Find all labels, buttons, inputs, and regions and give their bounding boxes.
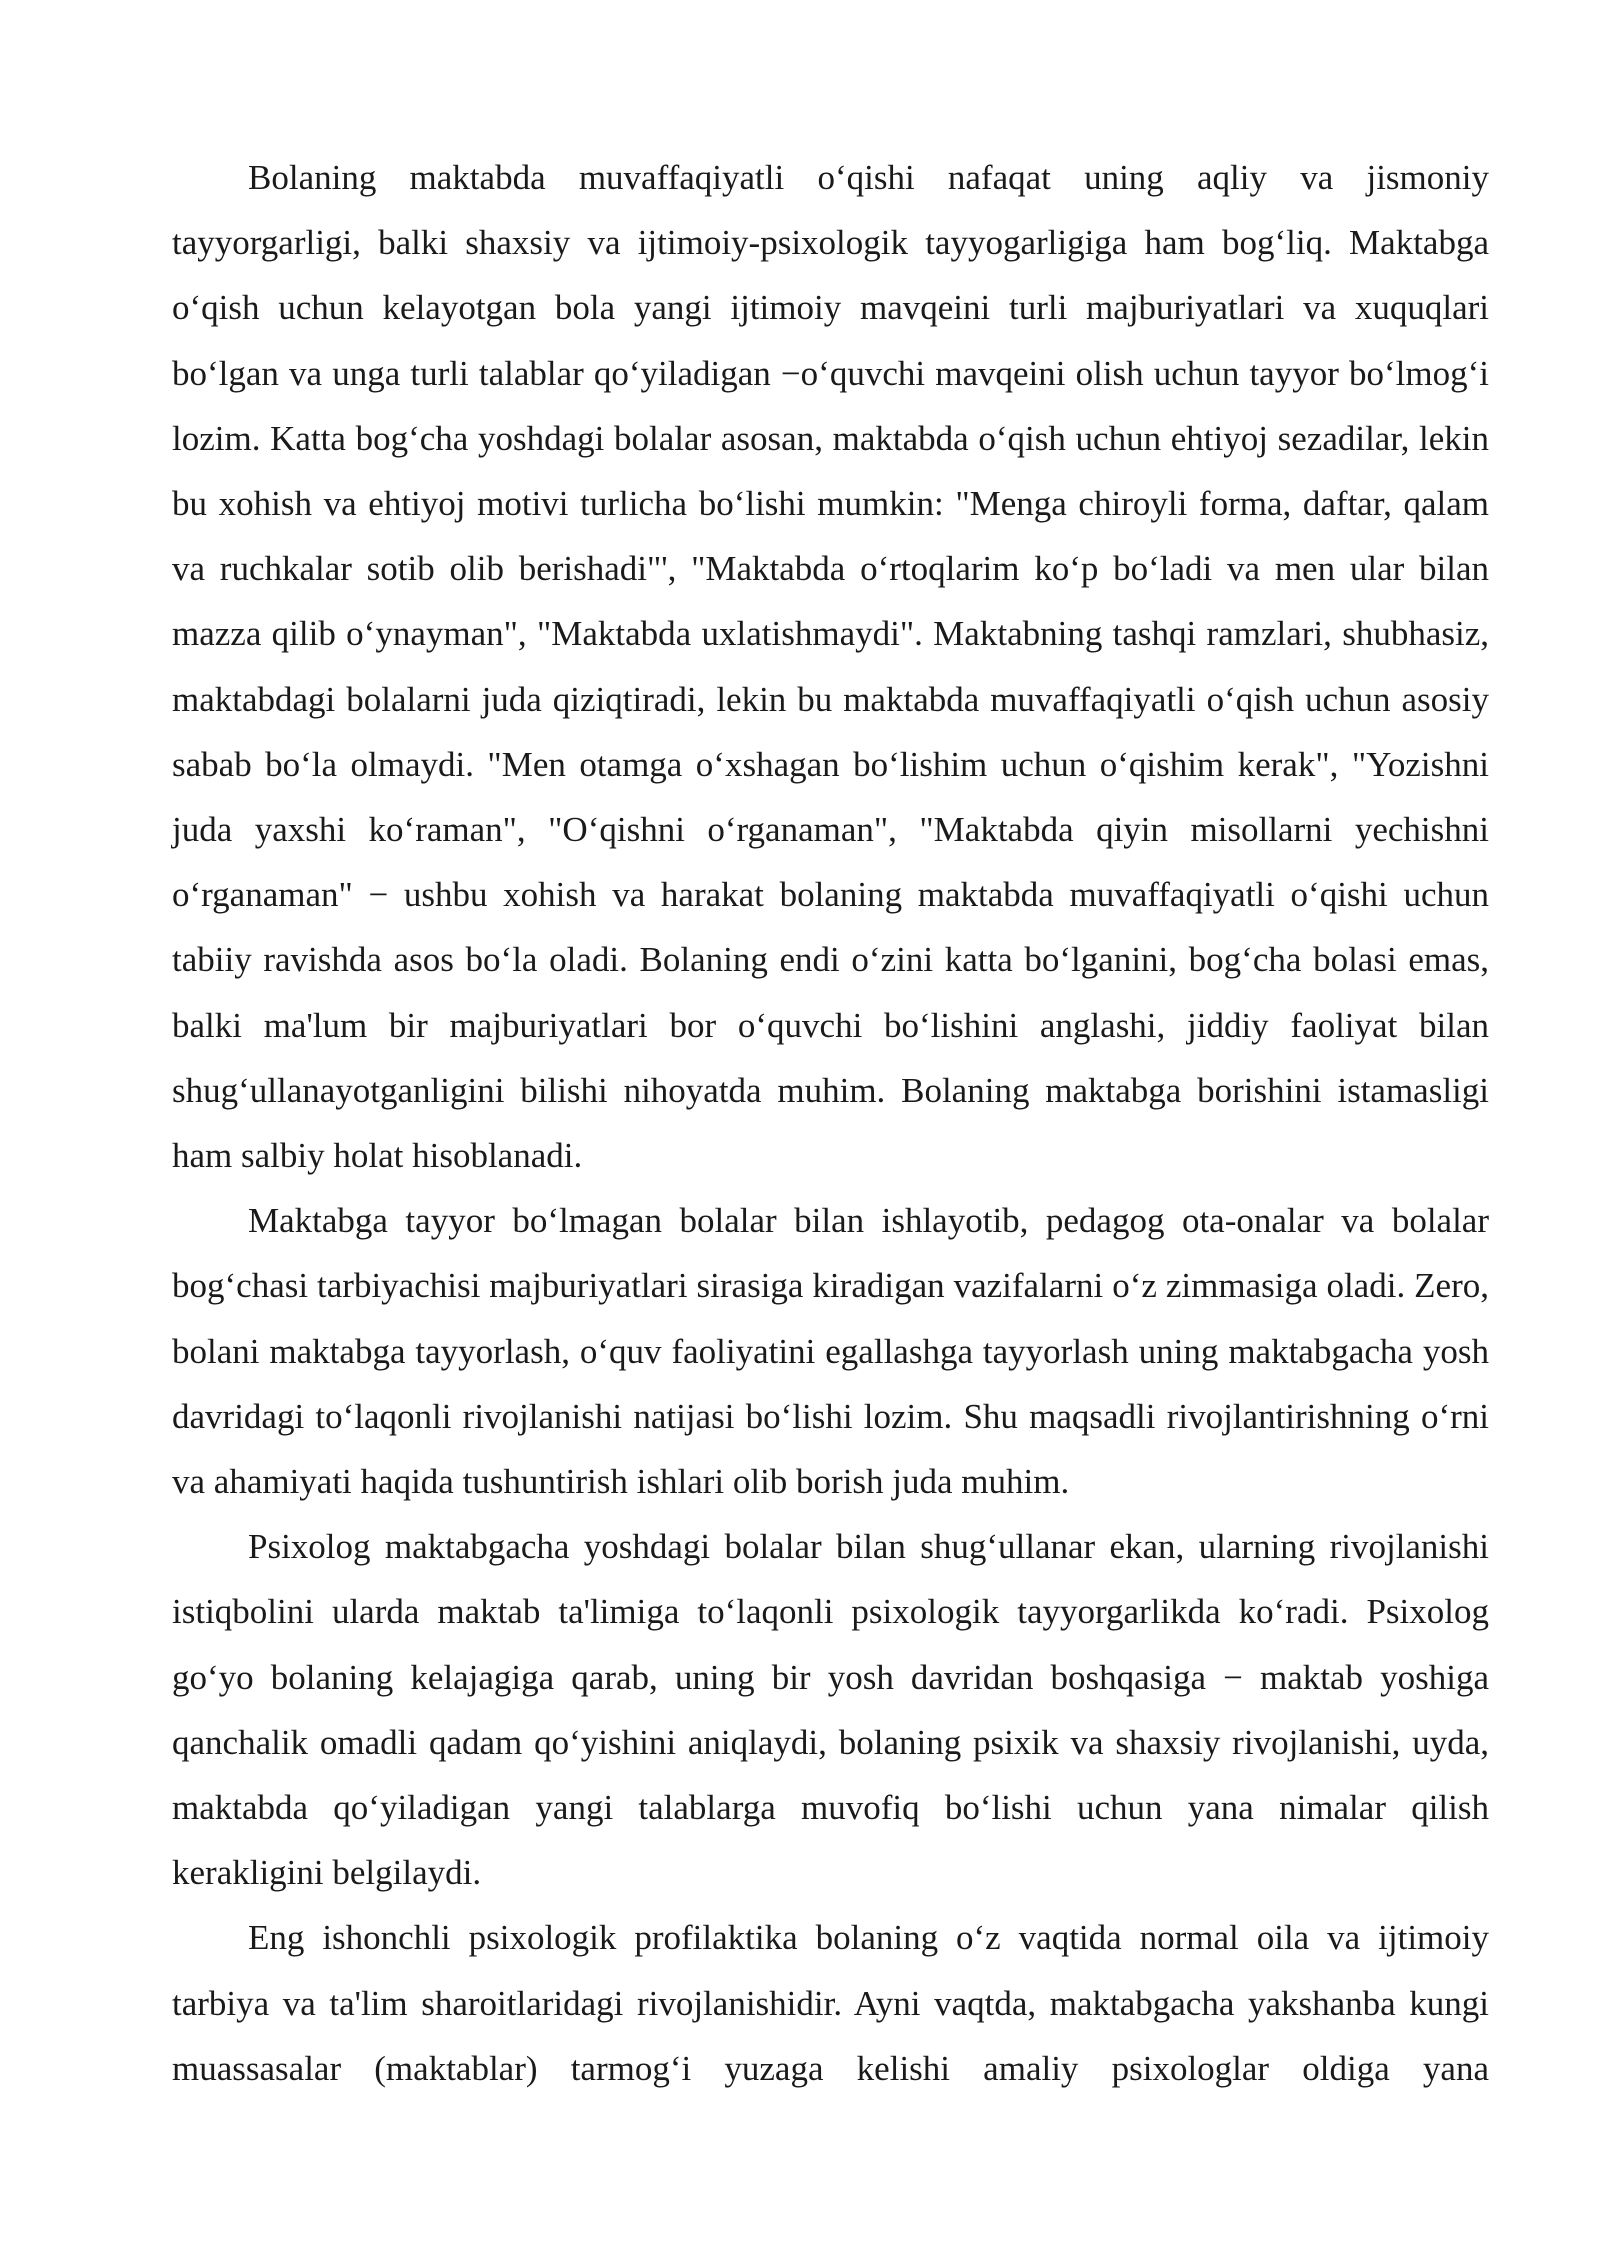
paragraph-school-readiness: Bolaning maktabda muvaffaqiyatli o‘qishi nafaqat uning aqliy va jismoniy tayyorgarligi, balki shaxsiy va ijtimoiy-psixologik tayyogarligiga ham bog‘liq. Maktabga o‘qish uchun kelayotgan bola yangi ijtimoiy mavqeini turli majburiyatlari va xuquqlari bo‘lgan va unga turli talablar qo‘yiladigan −o‘quvchi mavqeini olish uchun tayyor bo‘lmog‘i lozim. Katta bog‘cha yoshdagi bolalar asosan, maktabda o‘qish uchun ehtiyoj sezadilar, lekin bu xohish va ehtiyoj motivi turlicha bo‘lishi mumkin: "Menga chiroyli forma, daftar, qalam va ruchkalar sotib olib berishadi"', "Maktabda o‘rtoqlarim ko‘p bo‘ladi va men ular bilan mazza qilib o‘ynayman", "Maktabda uxlatishmaydi". Maktabning tashqi ramzlari, shubhasiz, maktabdagi bolalarni juda qiziqtiradi, lekin bu maktabda muvaffaqiyatli o‘qish uchun asosiy sabab bo‘la olmaydi. "Men otamga o‘xshagan bo‘lishim uchun o‘qishim kerak", "Yozishni juda yaxshi ko‘raman", "O‘qishni o‘rganaman", "Maktabda qiyin misollarni yechishni o‘rganaman" − ushbu xohish va harakat bolaning maktabda muvaffaqiyatli o‘qishi uchun tabiiy ravishda asos bo‘la oladi. Bolaning endi o‘zini katta bo‘lganini, bog‘cha bolasi emas, balki ma'lum bir majburiyatlari bor o‘quvchi bo‘lishini anglashi, jiddiy faoliyat bilan shug‘ullanayotganligini bilishi nihoyatda muhim. Bolaning maktabga borishini istamasligi ham salbiy holat hisoblanadi. — [172, 158, 1489, 1176]
paragraph-pedagog-role: Maktabga tayyor bo‘lmagan bolalar bilan ishlayotib, pedagog ota-onalar va bolalar bog‘chasi tarbiyachisi majburiyatlari sirasiga kiradigan vazifalarni o‘z zimmasiga oladi. Zero, bolani maktabga tayyorlash, o‘quv faoliyatini egallashga tayyorlash uning maktabgacha yosh davridagi to‘laqonli rivojlanishi natijasi bo‘lishi lozim. Shu maqsadli rivojlantirishning o‘rni va ahamiyati haqida tushuntirish ishlari olib borish juda muhim. — [172, 1201, 1489, 1502]
document-body — [172, 145, 1489, 2101]
paragraph-psychologist-role: Psixolog maktabgacha yoshdagi bolalar bilan shug‘ullanar ekan, ularning rivojlanishi istiqbolini ularda maktab ta'limiga to‘laqonli psixologik tayyorgarlikda ko‘radi. Psixolog go‘yo bolaning kelajagiga qarab, uning bir yosh davridan boshqasiga − maktab yoshiga qanchalik omadli qadam qo‘yishini aniqlaydi, bolaning psixik va shaxsiy rivojlanishi, uyda, maktabda qo‘yiladigan yangi talablarga muvofiq bo‘lishi uchun yana nimalar qilish kerakligini belgilaydi. — [172, 1527, 1489, 1893]
paragraph-prophylaxis: Eng ishonchli psixologik profilaktika bolaning o‘z vaqtida normal oila va ijtimoiy tarbiya va ta'lim sharoitlaridagi rivojlanishidir. Ayni vaqtda, maktabgacha yakshanba kungi muassasalar (maktablar) tarmog‘i yuzaga kelishi amaliy psixologlar oldiga yana — [172, 1918, 1489, 2088]
